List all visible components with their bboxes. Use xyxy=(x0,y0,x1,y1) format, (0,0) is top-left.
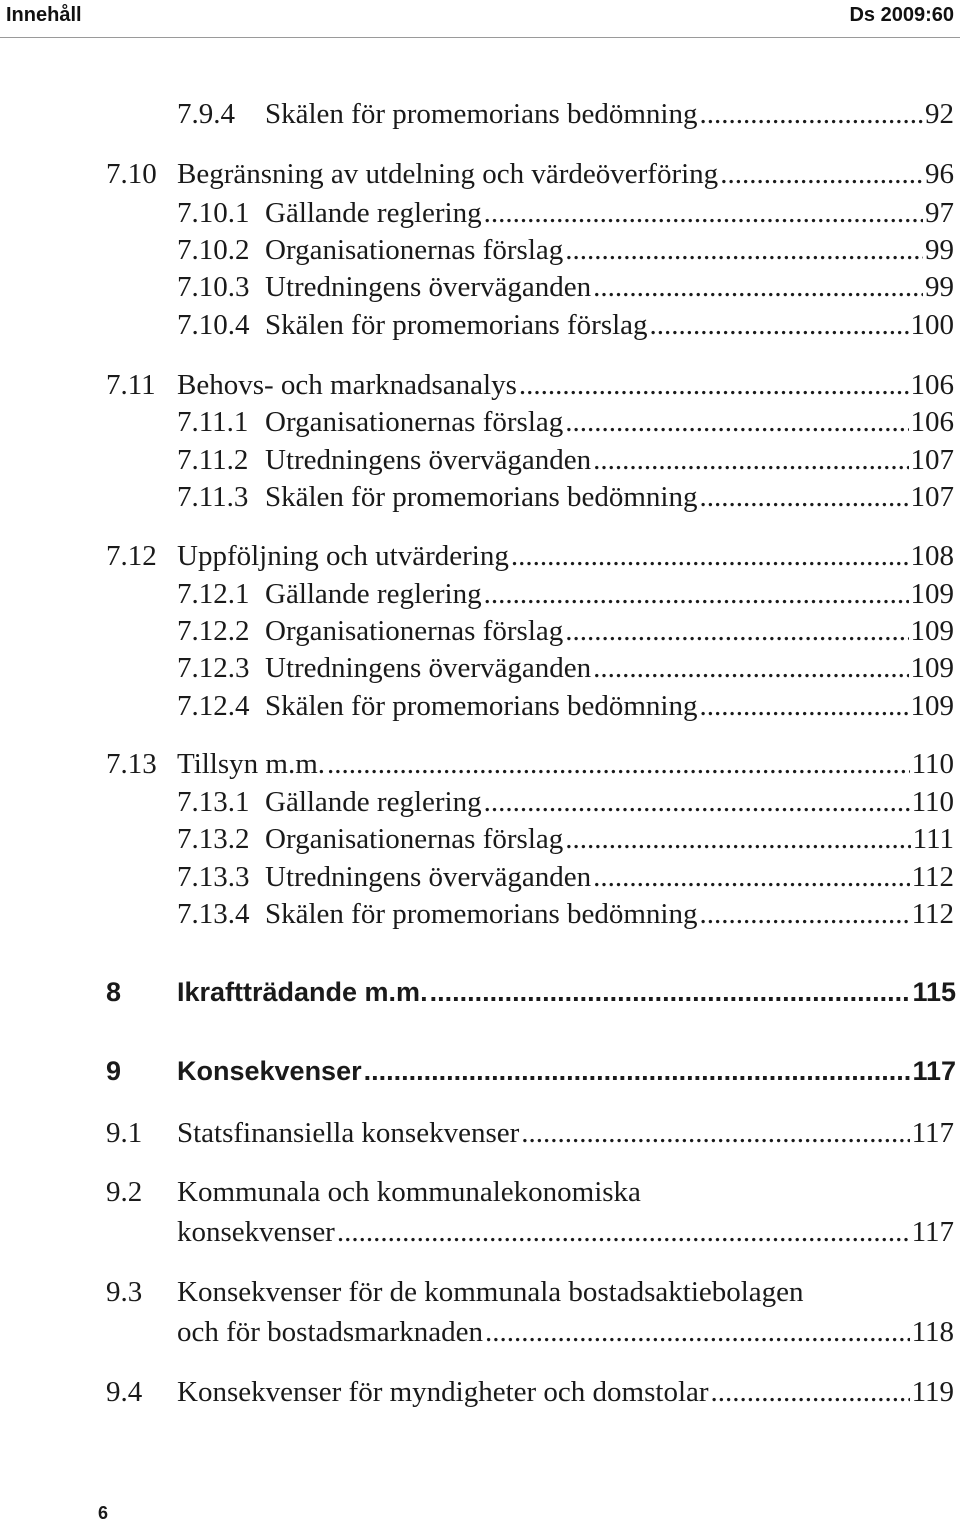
toc-entry[interactable] xyxy=(0,857,960,897)
toc-entry-page: 115 xyxy=(912,977,956,1007)
toc-leader xyxy=(521,1113,909,1153)
toc-entry-page: 99 xyxy=(925,234,954,266)
toc-leader xyxy=(700,94,924,134)
toc-entry-number: 7.12.2 xyxy=(177,615,250,647)
toc-entry-number: 7.12.1 xyxy=(177,578,250,610)
toc-entry-title: Utredningens överväganden xyxy=(265,652,592,684)
toc-entry-page: 107 xyxy=(910,444,954,476)
toc-chapter-entry[interactable] xyxy=(0,1051,960,1091)
toc-entry-number: 9.1 xyxy=(106,1117,143,1149)
toc-leader xyxy=(700,686,909,726)
toc-entry-page: 109 xyxy=(910,690,954,722)
toc-entry-title: Skälen för promemorians bedömning xyxy=(265,898,698,930)
toc-entry-title: Utredningens överväganden xyxy=(265,444,592,476)
toc-entry-title-continued: konsekvenser xyxy=(177,1216,335,1248)
toc-entry-number: 7.11.3 xyxy=(177,481,249,513)
toc-entry[interactable] xyxy=(0,1113,960,1153)
toc-entry-page: 117 xyxy=(911,1117,954,1149)
toc-entry[interactable] xyxy=(0,365,960,405)
toc-entry-first-line[interactable] xyxy=(0,1172,960,1212)
toc-entry-title: Konsekvenser xyxy=(177,1056,362,1086)
toc-entry-page: 112 xyxy=(911,898,954,930)
toc-entry[interactable] xyxy=(0,574,960,614)
toc-entry-number: 7.10.3 xyxy=(177,271,250,303)
toc-entry-page: 106 xyxy=(910,369,954,401)
running-header-document-id: Ds 2009:60 xyxy=(849,4,954,26)
toc-entry-title: Skälen för promemorians bedömning xyxy=(265,690,698,722)
toc-entry-continuation[interactable] xyxy=(0,1212,960,1252)
toc-entry-title: Ikraftträdande m.m. xyxy=(177,977,428,1007)
toc-entry-page: 109 xyxy=(910,615,954,647)
toc-entry[interactable] xyxy=(0,819,960,859)
toc-entry-title: Statsfinansiella konsekvenser xyxy=(177,1117,520,1149)
page-number: 6 xyxy=(98,1503,109,1523)
toc-entry-title: Begränsning av utdelning och värdeöverföring xyxy=(177,158,719,190)
toc-entry-page: 117 xyxy=(912,1056,956,1086)
toc-entry[interactable] xyxy=(0,782,960,822)
toc-leader xyxy=(565,819,910,859)
toc-entry-number: 7.10.4 xyxy=(177,309,250,341)
toc-entry-page: 106 xyxy=(910,406,954,438)
toc-leader xyxy=(484,193,923,233)
toc-entry[interactable] xyxy=(0,230,960,270)
toc-entry-title: Utredningens överväganden xyxy=(265,861,592,893)
toc-leader xyxy=(720,154,923,194)
toc-entry-number: 9.4 xyxy=(106,1376,143,1408)
toc-leader xyxy=(593,440,908,480)
toc-entry-number: 9.2 xyxy=(106,1176,143,1208)
toc-entry-number: 7.12.4 xyxy=(177,690,250,722)
toc-entry-title: Gällande reglering xyxy=(265,578,482,610)
toc-entry-number: 7.9.4 xyxy=(177,98,235,130)
toc-entry-page: 100 xyxy=(910,309,954,341)
toc-entry-number: 7.13.3 xyxy=(177,861,250,893)
toc-entry-page: 110 xyxy=(911,748,954,780)
toc-entry-page: 110 xyxy=(911,786,954,818)
toc-entry[interactable] xyxy=(0,686,960,726)
toc-entry-title: Organisationernas förslag xyxy=(265,234,564,266)
toc-entry[interactable] xyxy=(0,193,960,233)
toc-entry-first-line[interactable] xyxy=(0,1272,960,1312)
toc-entry[interactable] xyxy=(0,267,960,307)
toc-chapter-entry[interactable] xyxy=(0,972,960,1012)
toc-leader xyxy=(519,365,909,405)
toc-entry-title: Uppföljning och utvärdering xyxy=(177,540,509,572)
toc-entry-number: 9 xyxy=(106,1056,122,1086)
toc-leader xyxy=(711,1372,910,1412)
running-header-section: Innehåll xyxy=(6,4,82,26)
toc-entry-title: Konsekvenser för myndigheter och domstolar xyxy=(177,1376,709,1408)
header-divider xyxy=(0,37,960,38)
toc-entry-title: Skälen för promemorians bedömning xyxy=(265,481,698,513)
toc-entry-title: Tillsyn m.m. xyxy=(177,748,326,780)
toc-entry-title-continued: och för bostadsmarknaden xyxy=(177,1316,484,1348)
toc-entry-title: Skälen för promemorians bedömning xyxy=(265,98,698,130)
toc-entry-page: 99 xyxy=(925,271,954,303)
toc-entry-number: 8 xyxy=(106,977,122,1007)
toc-entry-number: 7.13.2 xyxy=(177,823,250,855)
toc-entry[interactable] xyxy=(0,477,960,517)
toc-leader xyxy=(484,574,909,614)
toc-leader xyxy=(430,972,911,1012)
toc-entry-title: Organisationernas förslag xyxy=(265,615,564,647)
toc-leader xyxy=(337,1212,910,1252)
toc-entry[interactable] xyxy=(0,611,960,651)
toc-entry[interactable] xyxy=(0,94,960,134)
toc-leader xyxy=(364,1051,911,1091)
toc-leader xyxy=(565,402,908,442)
toc-entry[interactable] xyxy=(0,648,960,688)
toc-entry-number: 7.10.2 xyxy=(177,234,250,266)
toc-entry-page: 109 xyxy=(910,652,954,684)
toc-leader xyxy=(650,305,909,345)
toc-leader xyxy=(593,267,923,307)
toc-entry[interactable] xyxy=(0,154,960,194)
toc-leader xyxy=(700,894,910,934)
toc-leader xyxy=(593,648,908,688)
toc-entry-title: Gällande reglering xyxy=(265,786,482,818)
toc-entry-continuation[interactable] xyxy=(0,1312,960,1352)
toc-entry[interactable] xyxy=(0,1372,960,1412)
toc-entry-title: Skälen för promemorians förslag xyxy=(265,309,648,341)
toc-entry-page: 96 xyxy=(925,158,954,190)
toc-entry-title: Kommunala och kommunalekonomiska xyxy=(177,1176,641,1208)
toc-entry-page: 97 xyxy=(925,197,954,229)
toc-leader xyxy=(700,477,909,517)
toc-leader xyxy=(484,782,910,822)
toc-entry-number: 7.13 xyxy=(106,748,157,780)
toc-entry-title: Organisationernas förslag xyxy=(265,823,564,855)
toc-entry-page: 109 xyxy=(910,578,954,610)
toc-entry-number: 7.12.3 xyxy=(177,652,250,684)
toc-leader xyxy=(565,611,908,651)
toc-entry-title: Gällande reglering xyxy=(265,197,482,229)
toc-entry-number: 7.13.1 xyxy=(177,786,250,818)
toc-entry-title: Konsekvenser för de kommunala bostadsaktiebolagen xyxy=(177,1276,804,1308)
toc-entry[interactable] xyxy=(0,440,960,480)
toc-leader xyxy=(565,230,923,270)
toc-entry[interactable] xyxy=(0,536,960,576)
toc-leader xyxy=(485,1312,910,1352)
toc-entry-number: 7.11.1 xyxy=(177,406,249,438)
toc-entry-title: Behovs- och marknadsanalys xyxy=(177,369,517,401)
toc-entry-number: 7.12 xyxy=(106,540,157,572)
toc-entry-page: 107 xyxy=(910,481,954,513)
toc-entry[interactable] xyxy=(0,894,960,934)
toc-entry-title: Utredningens överväganden xyxy=(265,271,592,303)
toc-entry-page: 111 xyxy=(912,823,954,855)
toc-entry-page: 108 xyxy=(910,540,954,572)
toc-leader xyxy=(511,536,909,576)
toc-entry-number: 7.11 xyxy=(106,369,156,401)
toc-entry-page: 119 xyxy=(911,1376,954,1408)
toc-leader xyxy=(593,857,909,897)
toc-entry-number: 7.10.1 xyxy=(177,197,250,229)
toc-entry-page: 118 xyxy=(911,1316,954,1348)
toc-entry[interactable] xyxy=(0,402,960,442)
toc-entry-number: 7.13.4 xyxy=(177,898,250,930)
toc-entry-page: 117 xyxy=(911,1216,954,1248)
toc-entry[interactable] xyxy=(0,744,960,784)
toc-entry-page: 112 xyxy=(911,861,954,893)
toc-entry-page: 92 xyxy=(925,98,954,130)
toc-entry[interactable] xyxy=(0,305,960,345)
toc-leader xyxy=(327,744,910,784)
toc-entry-number: 9.3 xyxy=(106,1276,143,1308)
toc-entry-number: 7.11.2 xyxy=(177,444,249,476)
toc-entry-number: 7.10 xyxy=(106,158,157,190)
toc-entry-title: Organisationernas förslag xyxy=(265,406,564,438)
